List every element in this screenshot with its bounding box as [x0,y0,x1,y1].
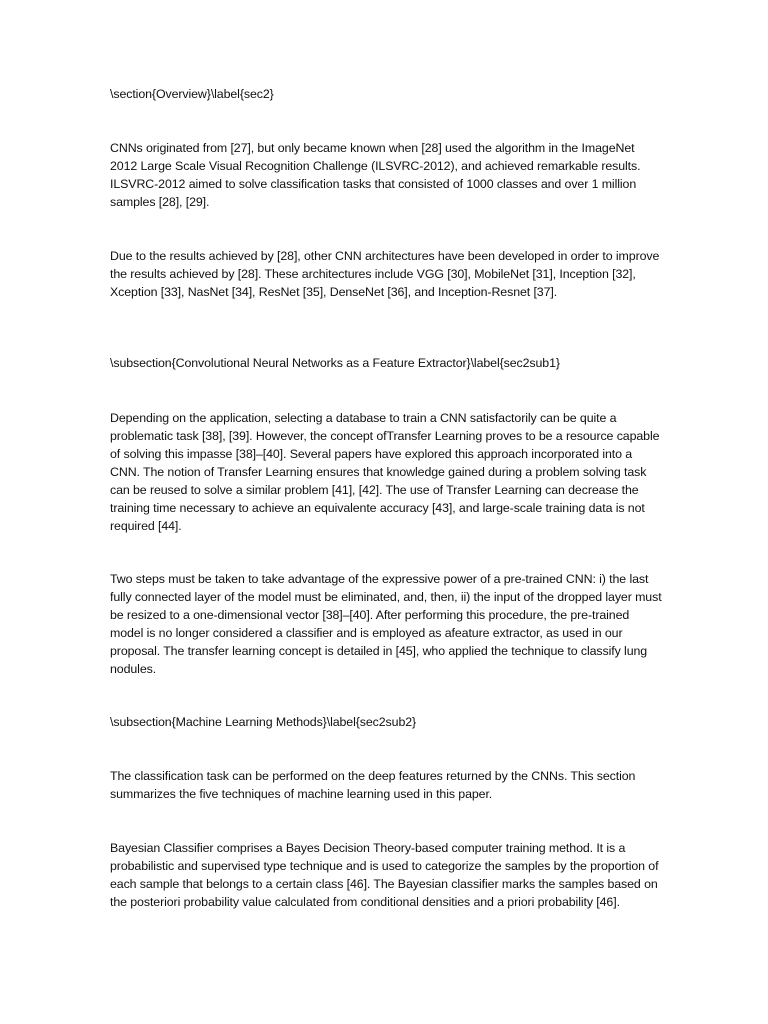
paragraph-pretrained-cnn-steps: Two steps must be taken to take advantage of the expressive power of a pre-trained CNN: i) the last fully connected layer of the model must be eliminated, and, then, ii) the input of the dropped layer must be resized to a one-dimensional vector [38]–[40]. After performing this procedure, the pre-trained model is no longer considered a classifier and is employed as afeature extractor, as used in our proposal. The transfer learning concept is detailed in [45], who applied the technique to classify lung nodules. [110,572,662,676]
subsection-command-ml-methods: \subsection{Machine Learning Methods}\label{sec2sub2} [110,715,417,729]
paragraph-cnn-origins: CNNs originated from [27], but only became known when [28] used the algorithm in the ImageNet 2012 Large Scale Visual Recognition Challenge (ILSVRC-2012), and achieved remarkable results. ILSVRC-2012 aimed to solve classification tasks that consisted of 1000 classes and over 1 million samples [28], [29]. [110,141,641,209]
section-command-overview: \section{Overview}\label{sec2} [110,87,274,101]
subsection-command-feature-extractor: \subsection{Convolutional Neural Networks as a Feature Extractor}\label{sec2sub1} [110,356,560,370]
paragraph-bayesian-classifier: Bayesian Classifier comprises a Bayes Decision Theory-based computer training method. It is a probabilistic and supervised type technique and is used to categorize the samples by the proportion of each sample that belongs to a certain class [46]. The Bayesian classifier marks the samples based on the posteriori probability value calculated from conditional densities and a priori probability [46]. [110,841,659,909]
paragraph-transfer-learning: Depending on the application, selecting a database to train a CNN satisfactorily can be quite a problematic task [38], [39]. However, the concept ofTransfer Learning proves to be a resource capable of solving this impasse [38]–[40]. Several papers have explored this approach incorporated into a CNN. The notion of Transfer Learning ensures that knowledge gained during a problem solving task can be reused to solve a similar problem [41], [42]. The use of Transfer Learning can decrease the training time necessary to achieve an equivalente accuracy [43], and large-scale training data is not required [44]. [110,411,660,533]
paragraph-cnn-architectures: Due to the results achieved by [28], other CNN architectures have been developed in order to improve the results achieved by [28]. These architectures include VGG [30], MobileNet [31], Inception [32], Xception [33], NasNet [34], ResNet [35], DenseNet [36], and Inception-Resnet [37]. [110,249,660,299]
paragraph-classification-task: The classification task can be performed on the deep features returned by the CNNs. This section summarizes the five techniques of machine learning used in this paper. [110,769,636,801]
